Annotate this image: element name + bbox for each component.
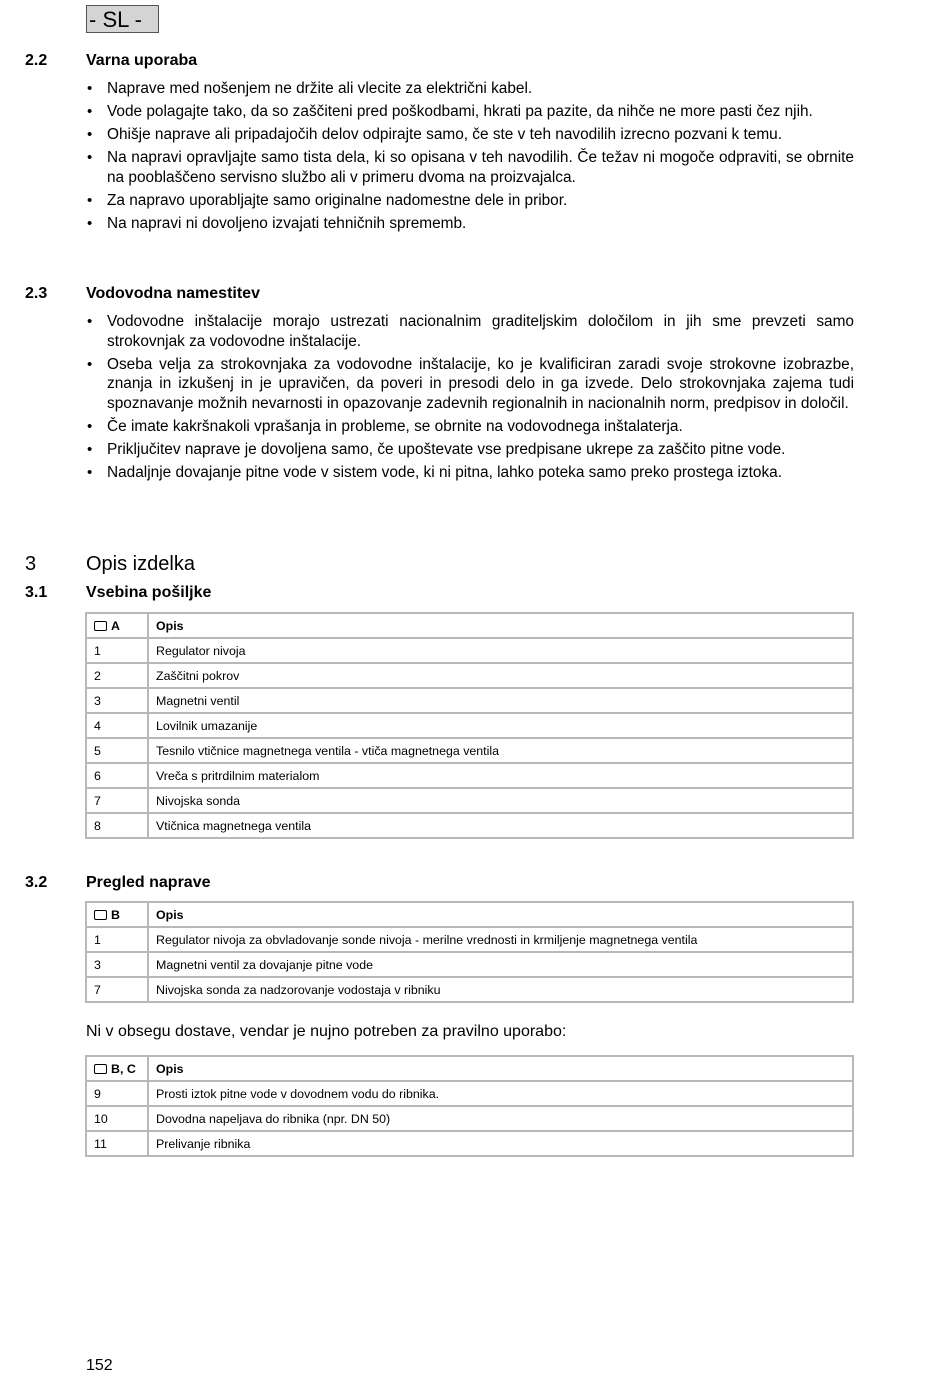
not-included-note: Ni v obsegu dostave, vendar je nujno potreben za pravilno uporabo: bbox=[86, 1023, 567, 1040]
list-item: • Nadaljnje dovajanje pitne vode v sistem vode, ki ni pitna, lahko poteka samo preko prostega iztoka. bbox=[86, 463, 854, 483]
list-item: • Za napravo uporabljajte samo originalne nadomestne dele in pribor. bbox=[86, 191, 854, 211]
list-item: • Na napravi ni dovoljeno izvajati tehničnih sprememb. bbox=[86, 214, 854, 234]
header-cell-figure: B bbox=[87, 903, 149, 928]
figure-box-icon bbox=[94, 910, 107, 920]
table-header-row bbox=[87, 903, 852, 928]
device-overview-table bbox=[85, 901, 854, 1003]
table-row: 3 Magnetni ventil bbox=[87, 689, 852, 714]
section-number: 3.1 bbox=[25, 584, 48, 601]
figure-box-icon bbox=[94, 1064, 107, 1074]
table-row: 6 Vreča s pritrdilnim materialom bbox=[87, 764, 852, 789]
page-number: 152 bbox=[86, 1357, 113, 1374]
section-title: Vodovodna namestitev bbox=[86, 285, 260, 302]
table-row: 9 Prosti iztok pitne vode v dovodnem vodu do ribnika. bbox=[87, 1082, 852, 1107]
table-row: 8 Vtičnica magnetnega ventila bbox=[87, 814, 852, 837]
safe-use-list bbox=[86, 79, 854, 237]
list-item: • Če imate kakršnakoli vprašanja in probleme, se obrnite na vodovodnega inštalaterja. bbox=[86, 417, 854, 437]
header-cell-figure: A bbox=[87, 614, 149, 639]
table-row: 7 Nivojska sonda za nadzorovanje vodostaja v ribniku bbox=[87, 978, 852, 1001]
table-row: 2 Zaščitni pokrov bbox=[87, 664, 852, 689]
chapter-number: 3 bbox=[25, 553, 37, 575]
table-row: 5 Tesnilo vtičnice magnetnega ventila - vtiča magnetnega ventila bbox=[87, 739, 852, 764]
section-number: 2.3 bbox=[25, 285, 48, 302]
header-cell-description: Opis bbox=[149, 903, 852, 928]
header-cell-description: Opis bbox=[149, 614, 852, 639]
table-row: 11 Prelivanje ribnika bbox=[87, 1132, 852, 1155]
plumbing-list bbox=[86, 312, 854, 486]
header-cell-description: Opis bbox=[149, 1057, 852, 1082]
table-header-row bbox=[87, 614, 852, 639]
header-cell-figure: B, C bbox=[87, 1057, 149, 1082]
list-item: • Na napravi opravljajte samo tista dela, ki so opisana v teh navodilih. Če težav ni mogoče odpraviti, se obrnite na pooblaščeno servisno službo ali v primeru dvoma na proizvajalca. bbox=[86, 148, 854, 187]
list-item: • Naprave med nošenjem ne držite ali vlecite za električni kabel. bbox=[86, 79, 854, 99]
list-item: • Vode polagajte tako, da so zaščiteni pred poškodbami, hkrati pa pazite, da nihče ne more pasti čez njih. bbox=[86, 102, 854, 122]
delivery-contents-table bbox=[85, 612, 854, 839]
list-item: • Priključitev naprave je dovoljena samo, če upoštevate vse predpisane ukrepe za zaščito pitne vode. bbox=[86, 440, 854, 460]
table-header-row bbox=[87, 1057, 852, 1082]
list-item: • Vodovodne inštalacije morajo ustrezati nacionalnim graditeljskim določilom in jih sme prevzeti samo strokovnjak za vodovodne inštalacije. bbox=[86, 312, 854, 351]
table-row: 7 Nivojska sonda bbox=[87, 789, 852, 814]
section-title: Pregled naprave bbox=[86, 874, 211, 891]
table-row: 1 Regulator nivoja za obvladovanje sonde nivoja - merilne vrednosti in krmiljenje magnetnega ventila bbox=[87, 928, 852, 953]
section-number: 2.2 bbox=[25, 52, 48, 69]
chapter-title: Opis izdelka bbox=[86, 553, 195, 575]
table-row: 4 Lovilnik umazanije bbox=[87, 714, 852, 739]
section-number: 3.2 bbox=[25, 874, 48, 891]
required-items-table bbox=[85, 1055, 854, 1157]
table-row: 10 Dovodna napeljava do ribnika (npr. DN 50) bbox=[87, 1107, 852, 1132]
figure-box-icon bbox=[94, 621, 107, 631]
language-tag: - SL - bbox=[86, 5, 159, 33]
section-title: Varna uporaba bbox=[86, 52, 198, 69]
section-title: Vsebina pošiljke bbox=[86, 584, 212, 601]
list-item: • Ohišje naprave ali pripadajočih delov odpirajte samo, če ste v teh navodilih izrecno pozvani k temu. bbox=[86, 125, 854, 145]
list-item: • Oseba velja za strokovnjaka za vodovodne inštalacije, ko je kvalificiran zaradi svoje strokovne izobrazbe, znanja in izkušenj in je upravičen, da poveri in presodi delo in ga izvede. Delo strokovnjaka zajema tudi spoznavanje možnih nevarnosti in opazovanje zadevnih regionalnih in nacionalnih norm, predpisov in določil. bbox=[86, 355, 854, 414]
table-row: 3 Magnetni ventil za dovajanje pitne vode bbox=[87, 953, 852, 978]
table-row: 1 Regulator nivoja bbox=[87, 639, 852, 664]
